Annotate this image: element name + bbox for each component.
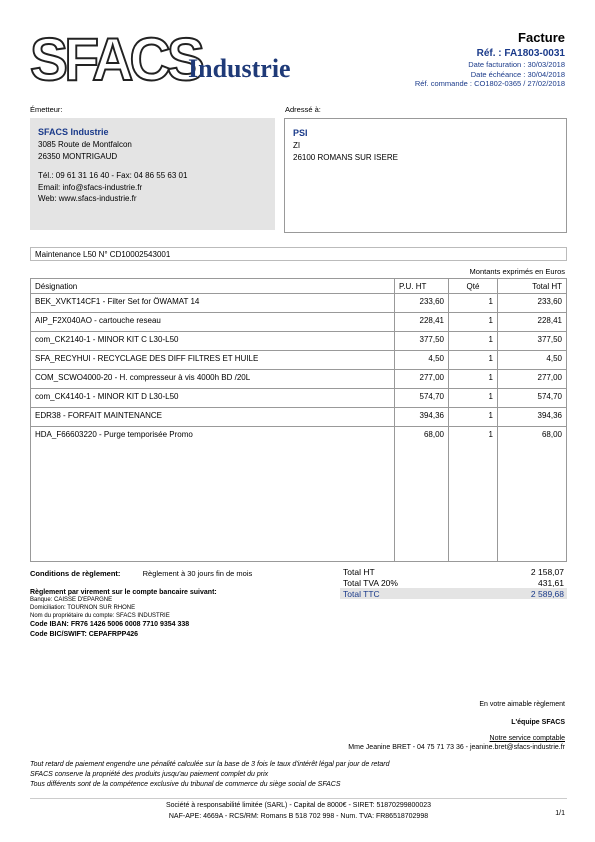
emitter-email: Email: info@sfacs-industrie.fr bbox=[38, 182, 143, 192]
recipient-address1: ZI bbox=[293, 141, 301, 151]
emitter-box bbox=[30, 118, 275, 230]
item-quantity: 1 bbox=[449, 313, 498, 332]
invoice-date: Date facturation : 30/03/2018 bbox=[468, 59, 565, 69]
item-quantity: 1 bbox=[449, 427, 498, 562]
col-quantity: Qté bbox=[449, 279, 498, 294]
item-designation: BEK_XVKT14CF1 - Filter Set for ÖWAMAT 14 bbox=[31, 294, 395, 313]
item-designation: SFA_RECYHUI - RECYCLAGE DES DIFF FILTRES ET HUILE bbox=[31, 351, 395, 370]
total-ht-label: Total HT bbox=[343, 566, 375, 577]
item-total: 228,41 bbox=[498, 313, 567, 332]
bank-domiciliation: Domiciliation: TOURNON SUR RHONE bbox=[30, 604, 136, 611]
total-tva-row bbox=[340, 577, 567, 588]
emitter-address1: 3085 Route de Montfalcon bbox=[38, 140, 132, 150]
footer-divider bbox=[30, 798, 567, 799]
col-unit-price: P.U. HT bbox=[395, 279, 449, 294]
company-logo: SFACS bbox=[30, 26, 202, 93]
item-designation: HDA_F66603220 - Purge temporisée Promo bbox=[31, 427, 395, 562]
item-unit-price: 4,50 bbox=[395, 351, 449, 370]
bank-details bbox=[30, 588, 217, 639]
item-total: 394,36 bbox=[498, 408, 567, 427]
item-unit-price: 233,60 bbox=[395, 294, 449, 313]
recipient-label: Adressé à: bbox=[285, 105, 321, 114]
recipient-address2: 26100 ROMANS SUR ISERE bbox=[293, 152, 398, 162]
item-total: 574,70 bbox=[498, 389, 567, 408]
table-header-row bbox=[31, 279, 567, 294]
totals-table bbox=[340, 566, 567, 599]
item-quantity: 1 bbox=[449, 370, 498, 389]
bank-bic: Code BIC/SWIFT: CEPAFRPP426 bbox=[30, 630, 138, 638]
item-total: 4,50 bbox=[498, 351, 567, 370]
item-unit-price: 68,00 bbox=[395, 427, 449, 562]
item-unit-price: 394,36 bbox=[395, 408, 449, 427]
legal-note: Tout retard de paiement engendre une pénalité calculée sur la base de 3 fois le taux d'intérêt légal par jour de retard bbox=[30, 761, 390, 768]
recipient-name: PSI bbox=[293, 128, 308, 138]
item-quantity: 1 bbox=[449, 389, 498, 408]
total-ttc-label: Total TTC bbox=[340, 588, 478, 599]
total-tva-label: Total TVA 20% bbox=[343, 577, 398, 588]
company-footer bbox=[30, 801, 567, 822]
item-designation: AIP_F2X040AO - cartouche reseau bbox=[31, 313, 395, 332]
total-ttc-row bbox=[340, 588, 567, 599]
invoice-ref: Réf. : FA1803-0031 bbox=[476, 47, 565, 59]
item-designation: EDR38 - FORFAIT MAINTENANCE bbox=[31, 408, 395, 427]
emitter-phone: Tél.: 09 61 31 16 40 - Fax: 04 86 55 63 01 bbox=[38, 171, 188, 181]
item-designation: com_CK2140-1 - MINOR KIT C L30-L50 bbox=[31, 332, 395, 351]
total-ht-row bbox=[340, 566, 567, 577]
item-unit-price: 574,70 bbox=[395, 389, 449, 408]
payment-conditions-label: Conditions de règlement: bbox=[30, 569, 121, 578]
item-total: 233,60 bbox=[498, 294, 567, 313]
item-quantity: 1 bbox=[449, 332, 498, 351]
recipient-box bbox=[284, 118, 567, 233]
item-quantity: 1 bbox=[449, 408, 498, 427]
bank-name: Banque: CAISSE D'EPARGNE bbox=[30, 597, 113, 604]
signature-team: L'équipe SFACS bbox=[511, 719, 565, 726]
legal-note: Tous différents sont de la compétence exclusive du tribunal de commerce du siège social de SFACS bbox=[30, 780, 341, 788]
total-tva-value: 431,61 bbox=[538, 577, 564, 588]
items-table bbox=[30, 278, 567, 562]
table-row bbox=[31, 313, 567, 332]
company-logo-subtitle: Industrie bbox=[188, 54, 291, 83]
signature-service: Notre service comptable bbox=[489, 735, 565, 742]
invoice-header bbox=[415, 30, 565, 89]
legal-notes bbox=[30, 760, 389, 789]
due-date: Date échéance : 30/04/2018 bbox=[470, 69, 565, 79]
item-total: 277,00 bbox=[498, 370, 567, 389]
item-unit-price: 228,41 bbox=[395, 313, 449, 332]
invoice-title: Facture bbox=[518, 30, 565, 45]
bank-iban: Code IBAN: FR76 1426 5006 0008 7710 9354 338 bbox=[30, 621, 190, 629]
table-row bbox=[31, 294, 567, 313]
signature-greeting: En votre aimable règlement bbox=[479, 701, 565, 708]
item-quantity: 1 bbox=[449, 351, 498, 370]
page-number: 1/1 bbox=[555, 810, 565, 817]
total-ht-value: 2 158,07 bbox=[530, 566, 564, 577]
item-unit-price: 277,00 bbox=[395, 370, 449, 389]
table-row bbox=[31, 427, 567, 562]
total-ttc-value: 2 589,68 bbox=[478, 588, 567, 599]
footer-line-1: Société à responsabilité limitée (SARL) - Capital de 8000€ - SIRET: 51870299800023 bbox=[166, 802, 431, 809]
emitter-web: Web: www.sfacs-industrie.fr bbox=[38, 194, 137, 204]
table-row bbox=[31, 351, 567, 370]
maintenance-reference: Maintenance L50 N° CD10002543001 bbox=[30, 247, 567, 261]
footer-line-2: NAF-APE: 4669A - RCS/RM: Romans B 518 702 998 - Num. TVA: FR86518702998 bbox=[168, 812, 429, 820]
legal-note: SFACS conserve la propriété des produits jusqu'au paiement complet du prix bbox=[30, 770, 269, 778]
col-total: Total HT bbox=[498, 279, 567, 294]
table-row bbox=[31, 408, 567, 427]
item-total: 68,00 bbox=[498, 427, 567, 562]
col-designation: Désignation bbox=[31, 279, 395, 294]
order-ref: Réf. commande : CO1802-0365 / 27/02/2018 bbox=[414, 79, 565, 89]
table-row bbox=[31, 332, 567, 351]
bank-title: Règlement par virement sur le compte bancaire suivant: bbox=[30, 589, 217, 596]
currency-note: Montants exprimés en Euros bbox=[469, 267, 565, 276]
emitter-label: Émetteur: bbox=[30, 105, 63, 114]
payment-conditions-value: Règlement à 30 jours fin de mois bbox=[142, 569, 253, 578]
emitter-address2: 26350 MONTRIGAUD bbox=[38, 151, 118, 161]
bank-owner: Nom du propriétaire du compte: SFACS INDUSTRIE bbox=[30, 612, 170, 619]
table-row bbox=[31, 370, 567, 389]
item-designation: com_CK4140-1 - MINOR KIT D L30-L50 bbox=[31, 389, 395, 408]
item-designation: COM_SCWO4000-20 - H. compresseur à vis 4000h BD /20L bbox=[31, 370, 395, 389]
signature-contact: Mme Jeanine BRET - 04 75 71 73 36 - jeanine.bret@sfacs-industrie.fr bbox=[348, 744, 565, 751]
item-total: 377,50 bbox=[498, 332, 567, 351]
table-row bbox=[31, 389, 567, 408]
item-quantity: 1 bbox=[449, 294, 498, 313]
emitter-name: SFACS Industrie bbox=[38, 127, 109, 137]
item-unit-price: 377,50 bbox=[395, 332, 449, 351]
payment-conditions bbox=[30, 569, 252, 578]
